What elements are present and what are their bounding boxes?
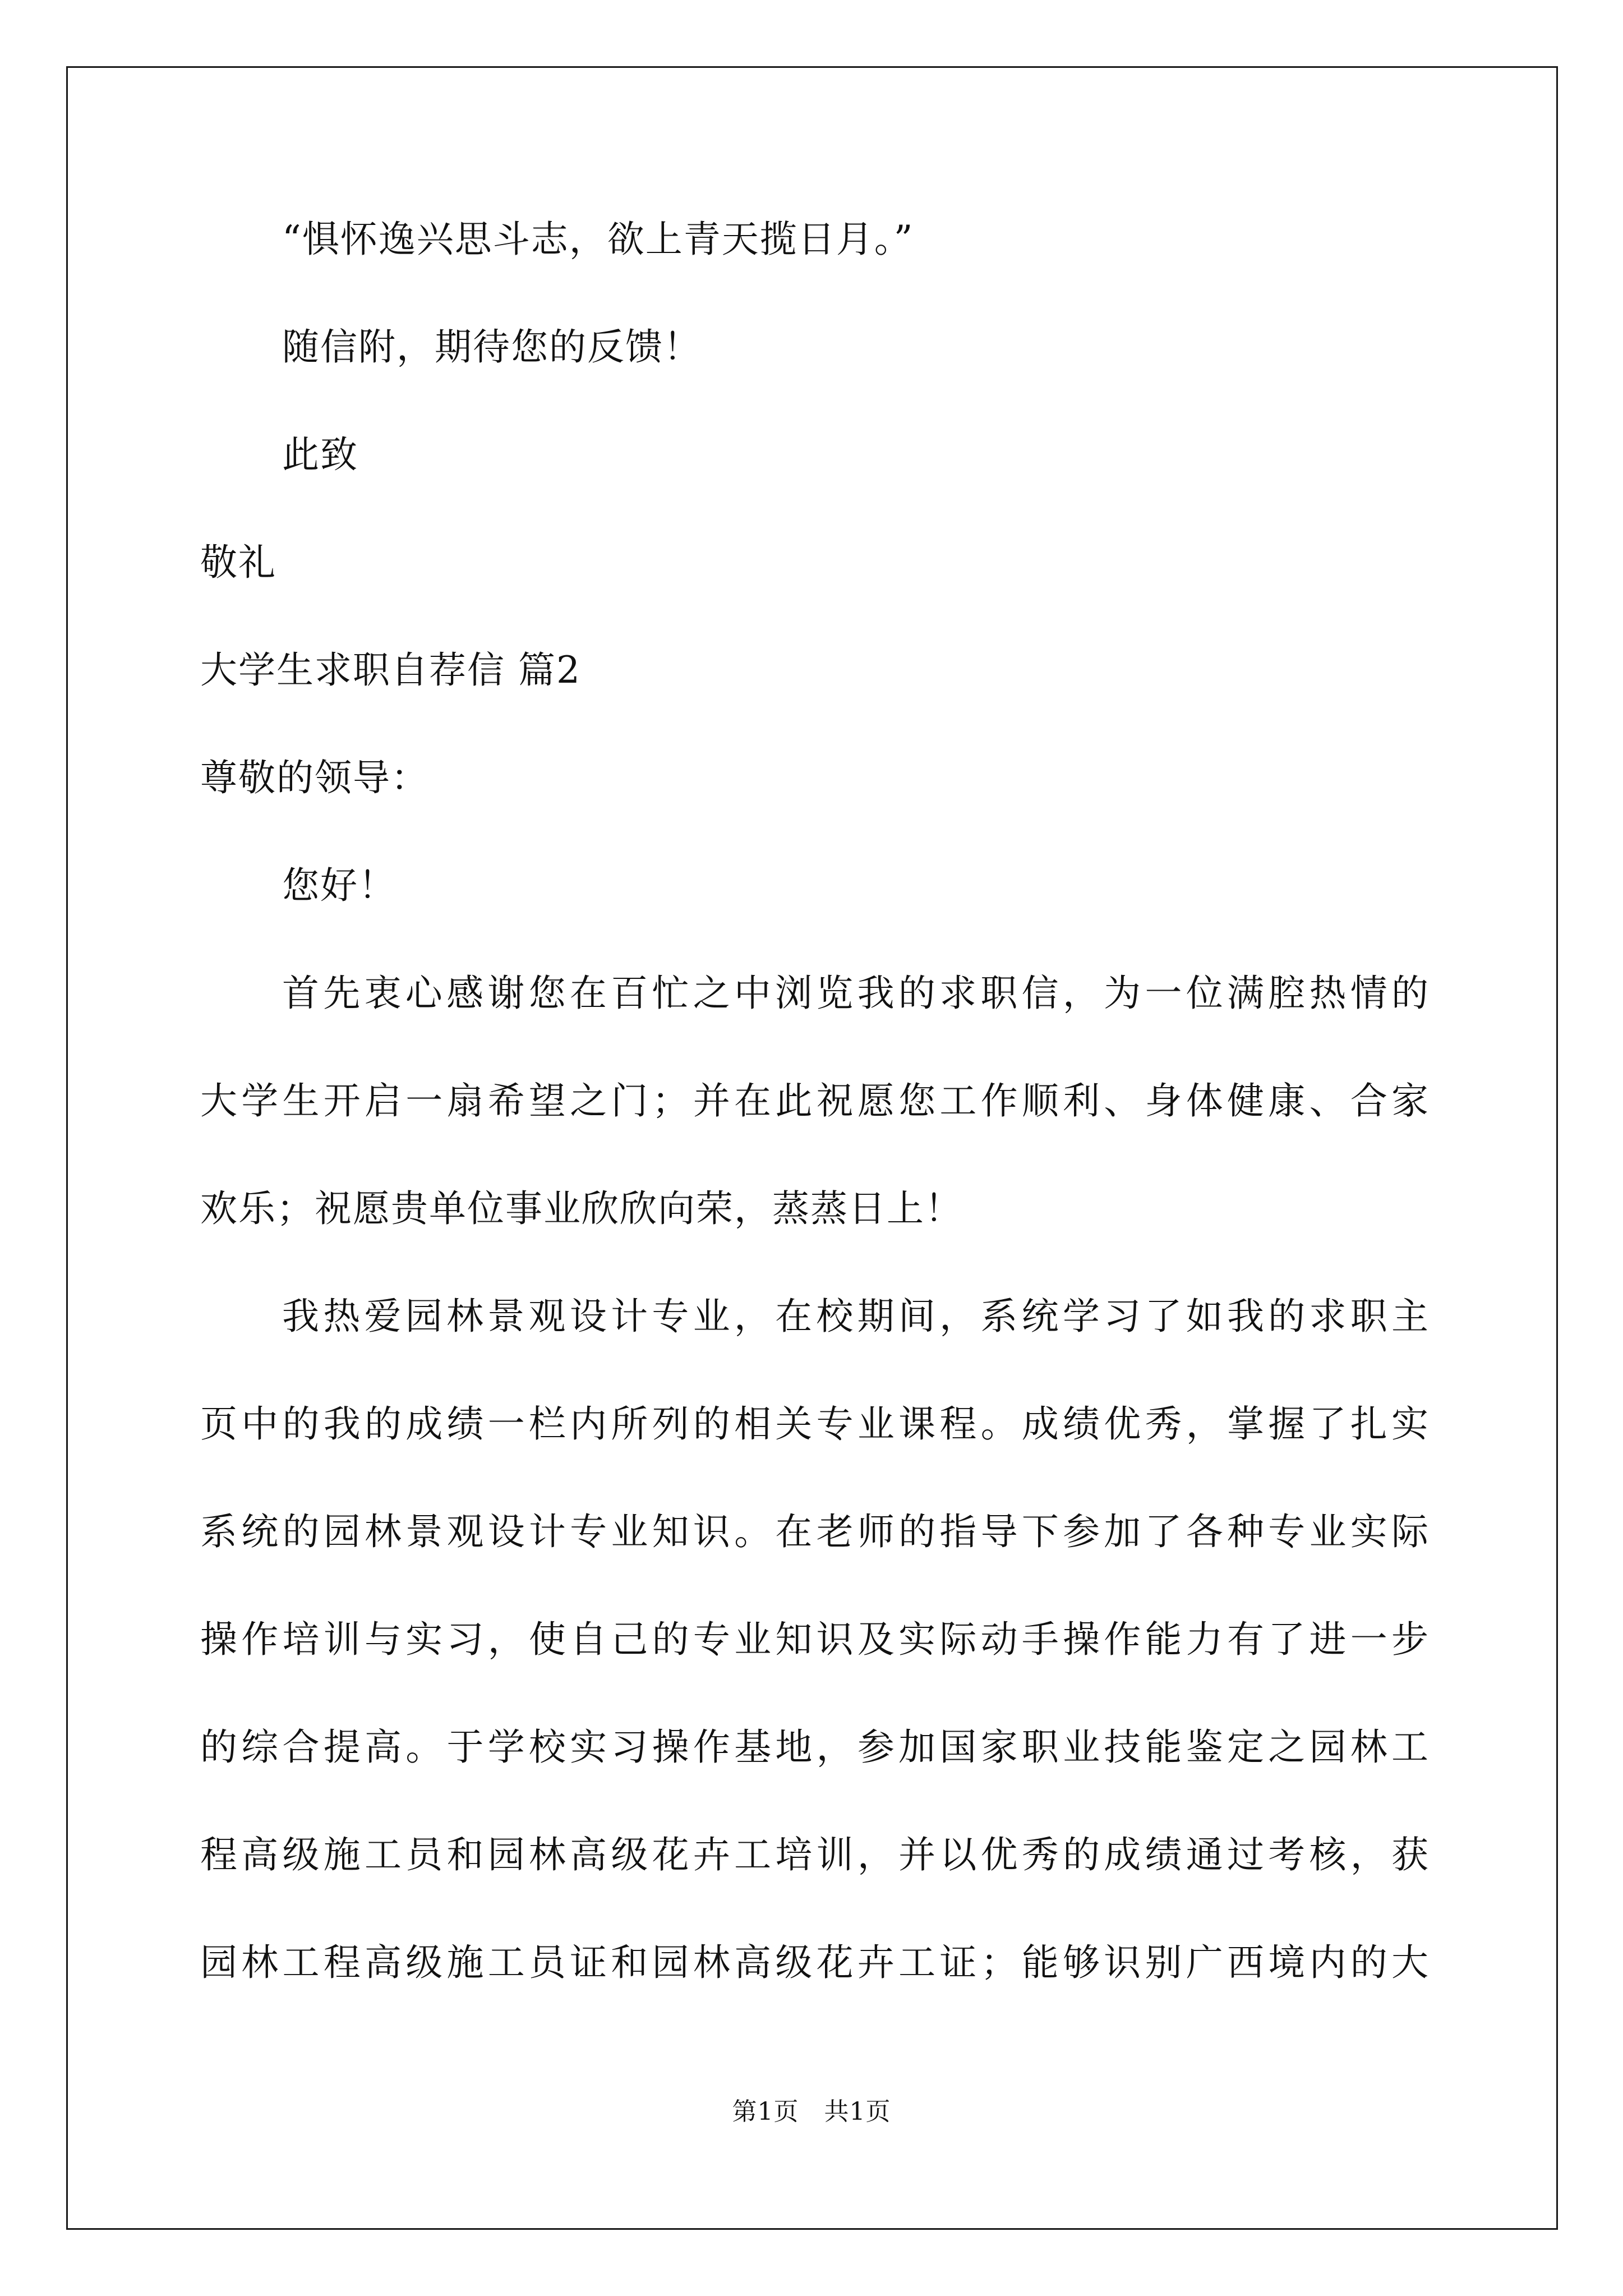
paragraph-2-line-2: 页中的我的成绩一栏内所列的相关专业课程。成绩优秀，掌握了扎实 xyxy=(200,1402,1433,1446)
closing-line: 此致 xyxy=(282,433,358,476)
greeting-recipient: 尊敬的领导： xyxy=(200,756,429,799)
paragraph-1-line-2: 大学生开启一扇希望之门；并在此祝愿您工作顺利、身体健康、合家 xyxy=(200,1079,1433,1122)
page-footer: 第1页 共1页 xyxy=(732,2097,891,2126)
paragraph-1-line-3: 欢乐；祝愿贵单位事业欣欣向荣，蒸蒸日上！ xyxy=(200,1187,963,1230)
paragraph-2-line-3: 系统的园林景观设计专业知识。在老师的指导下参加了各种专业实际 xyxy=(200,1510,1433,1553)
paragraph-2-line-4: 操作培训与实习，使自己的专业知识及实际动手操作能力有了进一步 xyxy=(200,1618,1433,1661)
paragraph-2-line-1: 我热爱园林景观设计专业，在校期间，系统学习了如我的求职主 xyxy=(282,1295,1433,1338)
page-border xyxy=(66,66,1558,2230)
attachment-line: 随信附，期待您的反馈！ xyxy=(282,325,702,369)
section-heading: 大学生求职自荐信 篇2 xyxy=(200,648,581,692)
paragraph-1-line-1: 首先衷心感谢您在百忙之中浏览我的求职信，为一位满腔热情的 xyxy=(282,972,1433,1015)
quote-line: “惧怀逸兴思斗志，欲上青天揽日月。” xyxy=(282,218,914,261)
paragraph-2-line-5: 的综合提高。于学校实习操作基地，参加国家职业技能鉴定之园林工 xyxy=(200,1726,1433,1769)
paragraph-2-line-6: 程高级施工员和园林高级花卉工培训，并以优秀的成绩通过考核，获 xyxy=(200,1833,1433,1876)
greeting-line: 您好！ xyxy=(282,864,396,907)
paragraph-2-line-7: 园林工程高级施工员证和园林高级花卉工证；能够识别广西境内的大 xyxy=(200,1941,1433,1984)
salutation-closing: 敬礼 xyxy=(200,541,276,584)
